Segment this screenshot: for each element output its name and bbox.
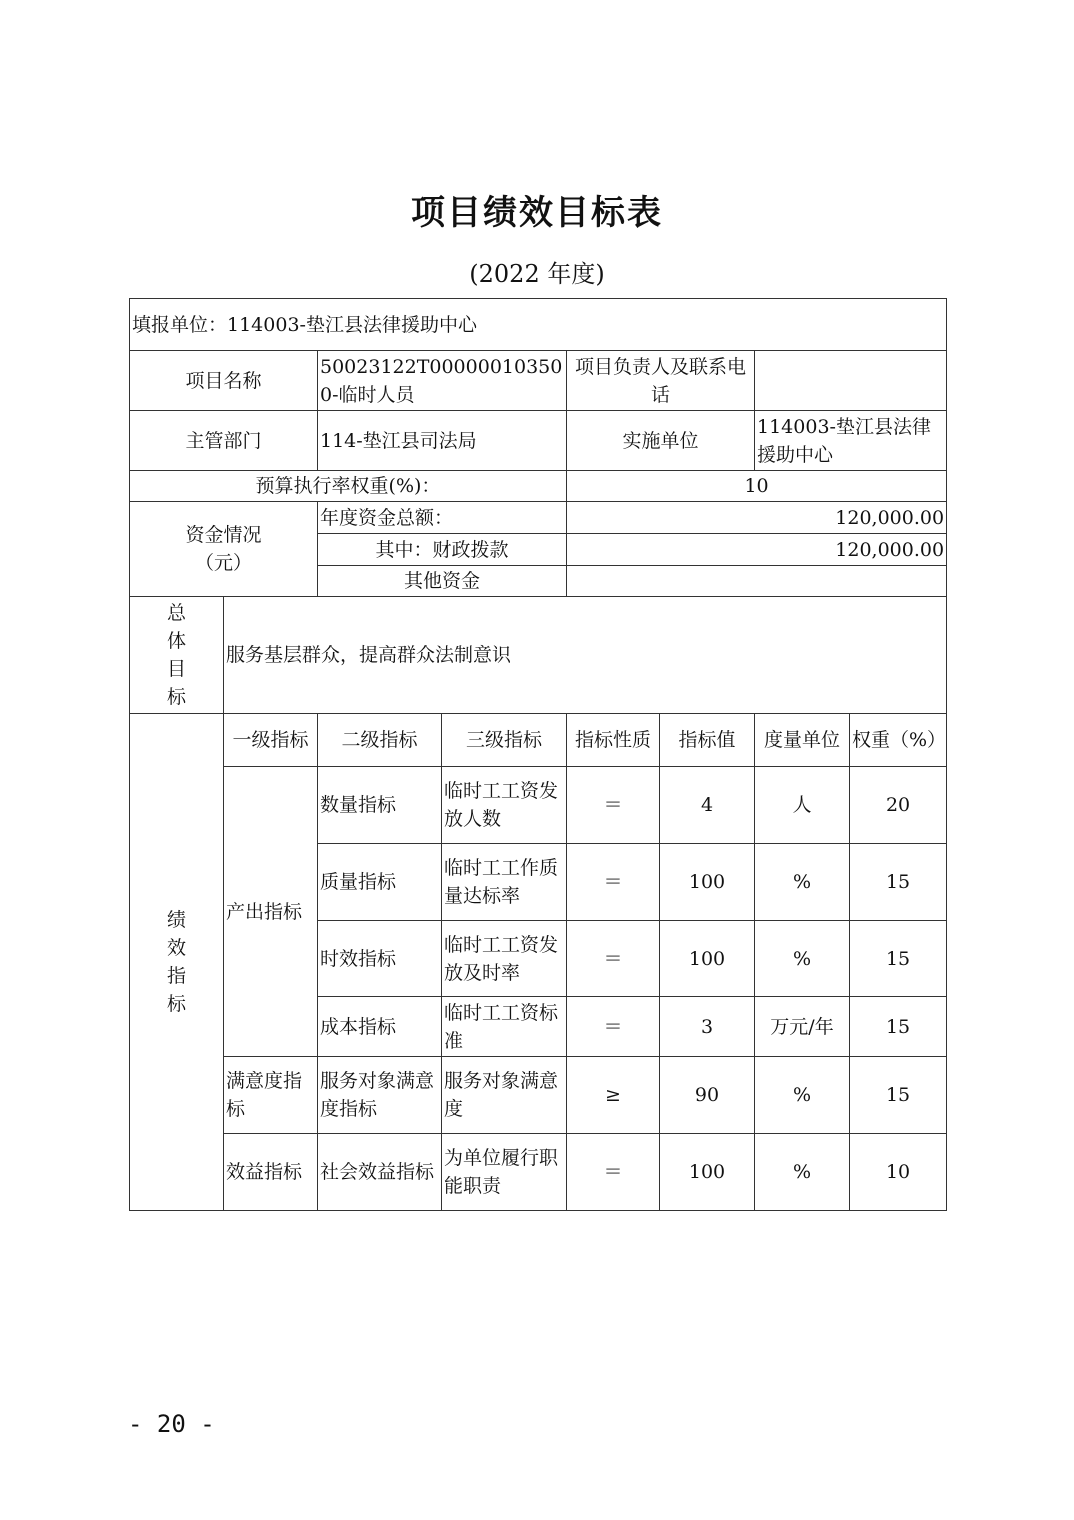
funds-label	[130, 502, 318, 597]
funds-fiscal-label: 其中：财政拨款	[318, 534, 567, 566]
funds-label-line2: （元）	[194, 552, 252, 574]
header-level3: 三级指标	[442, 714, 567, 767]
unit-cell: 人	[755, 767, 850, 844]
weight-cell: 15	[850, 997, 947, 1057]
performance-table	[129, 298, 947, 1211]
unit-cell: %	[755, 921, 850, 997]
header-weight: 权重（%）	[850, 714, 947, 767]
nature-cell: ＝	[567, 1134, 660, 1211]
indicator-label-char: 效	[166, 937, 186, 959]
project-name-label: 项目名称	[130, 351, 318, 411]
weight-cell: 20	[850, 767, 947, 844]
overall-goal-label	[130, 597, 224, 714]
value-cell: 100	[660, 844, 755, 921]
page-title: 项目绩效目标表	[411, 193, 663, 233]
unit-cell: %	[755, 1057, 850, 1134]
nature-cell: ＝	[567, 997, 660, 1057]
table-row	[130, 1134, 947, 1211]
level1-cell: 满意度指标	[224, 1057, 318, 1134]
indicator-label-char: 标	[166, 993, 186, 1015]
funds-fiscal-value: 120,000.00	[567, 534, 947, 566]
nature-cell: ≥	[567, 1057, 660, 1134]
funds-label-line1: 资金情况	[185, 524, 262, 546]
value-cell: 100	[660, 921, 755, 997]
nature-cell: ＝	[567, 767, 660, 844]
level2-cell: 质量指标	[318, 844, 442, 921]
level2-cell: 社会效益指标	[318, 1134, 442, 1211]
page-number: - 20 -	[128, 1410, 215, 1438]
goal-label-char: 目	[166, 658, 186, 680]
unit-cell: 万元/年	[755, 997, 850, 1057]
goal-label-char: 体	[166, 630, 186, 652]
project-manager-value	[755, 351, 947, 411]
header-unit: 度量单位	[755, 714, 850, 767]
department-value: 114-垫江县司法局	[318, 411, 567, 471]
header-level1: 一级指标	[224, 714, 318, 767]
weight-cell: 15	[850, 1057, 947, 1134]
header-level2: 二级指标	[318, 714, 442, 767]
level1-cell: 产出指标	[224, 767, 318, 1057]
table-row	[130, 1057, 947, 1134]
page-subtitle: (2022 年度)	[469, 260, 605, 288]
implementing-unit-label: 实施单位	[567, 411, 755, 471]
nature-cell: ＝	[567, 844, 660, 921]
level2-cell: 服务对象满意度指标	[318, 1057, 442, 1134]
unit-cell: %	[755, 844, 850, 921]
performance-indicators-label	[130, 714, 224, 1211]
value-cell: 100	[660, 1134, 755, 1211]
department-label: 主管部门	[130, 411, 318, 471]
level3-cell: 临时工工资发放及时率	[442, 921, 567, 997]
value-cell: 4	[660, 767, 755, 844]
budget-weight-label: 预算执行率权重(%)：	[130, 471, 567, 502]
header-nature: 指标性质	[567, 714, 660, 767]
unit-cell: %	[755, 1134, 850, 1211]
funds-total-label: 年度资金总额：	[318, 502, 567, 534]
table-row	[130, 767, 947, 844]
value-cell: 90	[660, 1057, 755, 1134]
indicator-label-char: 指	[166, 965, 186, 987]
weight-cell: 10	[850, 1134, 947, 1211]
overall-goal-text: 服务基层群众，提高群众法制意识	[224, 597, 947, 714]
level2-cell: 时效指标	[318, 921, 442, 997]
nature-cell: ＝	[567, 921, 660, 997]
project-name-value: 50023122T000000103500-临时人员	[318, 351, 567, 411]
funds-other-label: 其他资金	[318, 566, 567, 597]
funds-other-value	[567, 566, 947, 597]
reporting-unit: 填报单位：114003-垫江县法律援助中心	[130, 299, 947, 351]
goal-label-char: 标	[166, 686, 186, 708]
level2-cell: 成本指标	[318, 997, 442, 1057]
level2-cell: 数量指标	[318, 767, 442, 844]
level3-cell: 为单位履行职能职责	[442, 1134, 567, 1211]
level3-cell: 临时工工作质量达标率	[442, 844, 567, 921]
implementing-unit-value: 114003-垫江县法律援助中心	[755, 411, 947, 471]
weight-cell: 15	[850, 921, 947, 997]
funds-total-value: 120,000.00	[567, 502, 947, 534]
project-manager-label: 项目负责人及联系电话	[567, 351, 755, 411]
header-value: 指标值	[660, 714, 755, 767]
level1-cell: 效益指标	[224, 1134, 318, 1211]
level3-cell: 临时工工资标准	[442, 997, 567, 1057]
indicator-label-char: 绩	[166, 909, 186, 931]
level3-cell: 服务对象满意度	[442, 1057, 567, 1134]
weight-cell: 15	[850, 844, 947, 921]
level3-cell: 临时工工资发放人数	[442, 767, 567, 844]
goal-label-char: 总	[166, 602, 186, 624]
budget-weight-value: 10	[567, 471, 947, 502]
value-cell: 3	[660, 997, 755, 1057]
